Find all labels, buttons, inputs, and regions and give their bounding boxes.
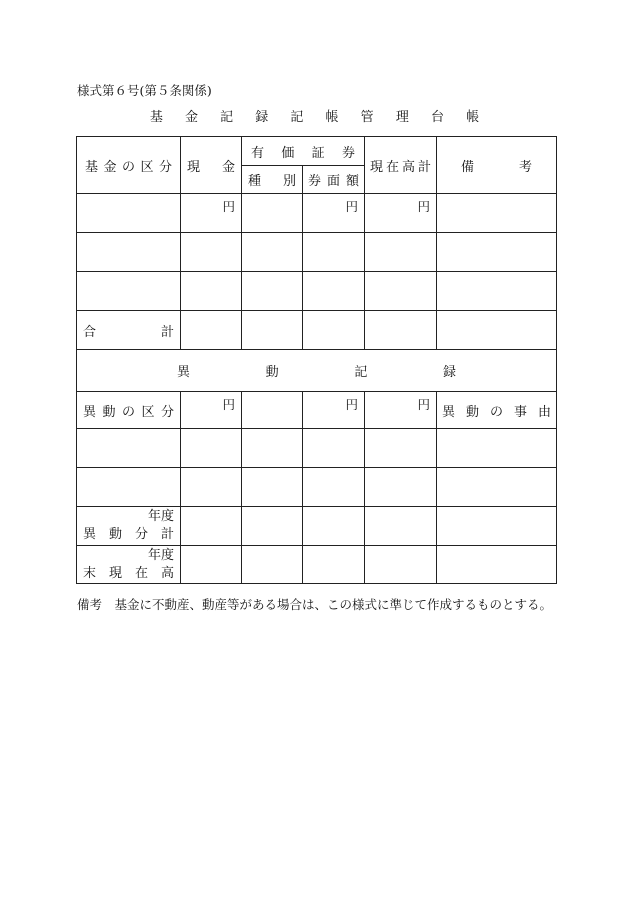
cell: [181, 429, 242, 468]
cell: [242, 468, 303, 507]
change-category-label: 異 動 の 区 分: [77, 392, 181, 429]
yen-unit: 円: [365, 194, 437, 233]
year-end-balance-label: 年度 末 現 在 高: [77, 546, 181, 584]
cell: [181, 546, 242, 584]
yen-unit: 円: [365, 392, 437, 429]
table-row: [77, 429, 557, 468]
form-number: 様式第６号(第５条関係): [77, 83, 212, 98]
yen-unit: 円: [303, 194, 365, 233]
header-type: 種 別: [242, 166, 303, 194]
cell: [77, 194, 181, 233]
table-row: [77, 194, 557, 233]
cell: [365, 468, 437, 507]
cell: [437, 194, 557, 233]
cell: [437, 311, 557, 350]
cell: [365, 272, 437, 311]
cell: [77, 272, 181, 311]
cell: [303, 311, 365, 350]
cell: [181, 233, 242, 272]
change-subtotal-label: 年度 異 動 分 計: [77, 507, 181, 546]
cell: [365, 429, 437, 468]
cell: [437, 468, 557, 507]
table-row: [77, 233, 557, 272]
cell: [77, 233, 181, 272]
cell: [437, 507, 557, 546]
cell: [242, 233, 303, 272]
cell: [437, 272, 557, 311]
header-cash: 現 金: [181, 137, 242, 194]
fiscal-year-label: 年度: [147, 509, 174, 524]
ledger-table: [76, 136, 557, 584]
cell: [303, 507, 365, 546]
yen-unit: 円: [181, 194, 242, 233]
yen-unit: 円: [303, 392, 365, 429]
cell: [303, 546, 365, 584]
cell: [303, 468, 365, 507]
cell: [242, 311, 303, 350]
header-fund-category: [77, 137, 181, 194]
remarks-note: 備考 基金に不動産、動産等がある場合は、この様式に準じて作成するものとする。: [77, 597, 553, 612]
cell: [437, 233, 557, 272]
table-row: [77, 546, 557, 584]
header-securities: 有 価 証 券: [242, 137, 365, 166]
document-title: 基 金 記 録 記 帳 管 理 台 帳: [149, 110, 489, 125]
header-face-value: 券 面 額: [303, 166, 365, 194]
table-row: [77, 468, 557, 507]
cell: [303, 272, 365, 311]
cell: [242, 272, 303, 311]
cell: [242, 429, 303, 468]
total-label: 合 計: [77, 311, 181, 350]
cell: [181, 468, 242, 507]
cell: [437, 429, 557, 468]
header-remarks: 備 考: [437, 137, 557, 194]
cell: [242, 392, 303, 429]
cell: [365, 233, 437, 272]
cell: [303, 233, 365, 272]
table-row: [77, 507, 557, 546]
yen-unit: 円: [181, 392, 242, 429]
cell: [365, 546, 437, 584]
cell: [437, 546, 557, 584]
cell: [181, 272, 242, 311]
cell: [365, 507, 437, 546]
table-row: [77, 311, 557, 350]
header-current-total: 現 在 高 計: [365, 137, 437, 194]
changes-record-header: 異 動 記 録: [77, 350, 557, 392]
cell: [77, 429, 181, 468]
cell: [77, 468, 181, 507]
cell: [365, 311, 437, 350]
cell: [181, 507, 242, 546]
cell: [242, 507, 303, 546]
header-fund-category-label: 基 金 の 区 分: [85, 159, 172, 175]
change-reason-label: 異 動 の 事 由: [437, 392, 557, 429]
cell: [242, 546, 303, 584]
fiscal-year-label: 年度: [147, 547, 174, 563]
cell: [181, 311, 242, 350]
table-row: [77, 272, 557, 311]
cell: [242, 194, 303, 233]
cell: [303, 429, 365, 468]
